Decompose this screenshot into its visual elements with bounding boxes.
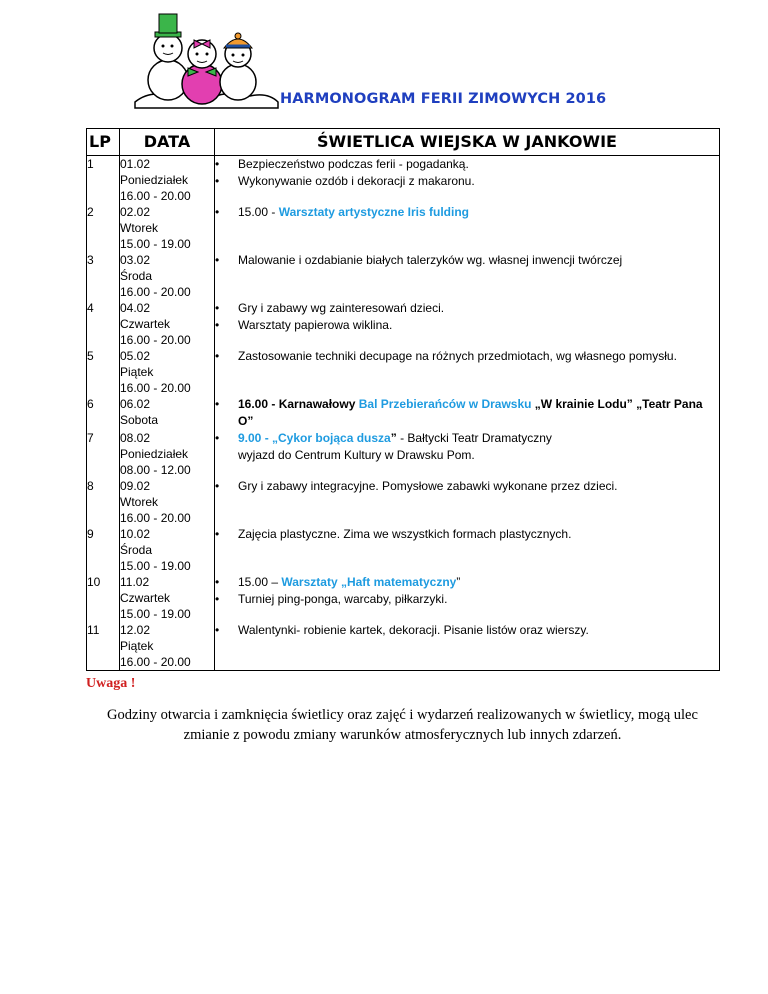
header-place: ŚWIETLICA WIEJSKA W JANKOWIE: [215, 129, 720, 156]
note-text: Godziny otwarcia i zamknięcia świetlicy oraz zajęć i wydarzeń realizowanych w świetlicy, mogą ulec zmianie z powodu zmiany warunków atmosferycznych lub innych zdarzeń.: [107, 707, 698, 743]
activity-item: [215, 526, 719, 543]
row-date: [120, 526, 215, 574]
date-day: 12.02: [120, 623, 151, 637]
activity-item: [215, 591, 719, 608]
row-number: 6: [87, 396, 120, 430]
header-date: DATA: [120, 129, 215, 156]
row-number: 2: [87, 204, 120, 252]
activity-highlight: Warsztaty „Haft matematyczny: [281, 575, 457, 589]
activity-item: [215, 348, 719, 365]
date-weekday: Sobota: [120, 413, 159, 427]
activity-list: [215, 430, 719, 464]
date-hours: 16.00 - 20.00: [120, 285, 191, 299]
date-weekday: Czwartek: [120, 591, 171, 605]
date-weekday: Poniedziałek: [120, 173, 189, 187]
date-day: 01.02: [120, 157, 151, 171]
activity-list: [215, 574, 719, 608]
activity-text: Gry i zabawy wg zainteresowań dzieci.: [238, 301, 445, 315]
row-date: [120, 204, 215, 252]
activity-bold-text: „W krainie Lodu” „Teatr Pana O”: [238, 397, 703, 428]
warning-label: Uwaga !: [86, 676, 136, 691]
date-weekday: Poniedziałek: [120, 447, 189, 461]
table-row: [87, 478, 720, 526]
activity-text: Malowanie i ozdabianie białych talerzyków wg. własnej inwencji twórczej: [238, 253, 623, 267]
row-activities: [215, 622, 720, 671]
date-day: 03.02: [120, 253, 151, 267]
row-activities: [215, 526, 720, 574]
row-date: [120, 478, 215, 526]
table-row: [87, 396, 720, 430]
activity-list: [215, 396, 719, 430]
activity-text: Walentynki- robienie kartek, dekoracji. Pisanie listów oraz wierszy.: [238, 623, 589, 637]
date-day: 08.02: [120, 431, 151, 445]
date-day: 10.02: [120, 527, 151, 541]
activity-suffix: ”: [456, 575, 461, 589]
activity-list: [215, 204, 719, 221]
date-weekday: Wtorek: [120, 221, 159, 235]
table-row: [87, 348, 720, 396]
table-header-row: [87, 129, 720, 156]
activity-list: [215, 156, 719, 190]
row-date: [120, 622, 215, 671]
date-day: 09.02: [120, 479, 151, 493]
row-date: [120, 156, 215, 205]
table-row: [87, 156, 720, 205]
row-number: 10: [87, 574, 120, 622]
page-title: HARMONOGRAM FERII ZIMOWYCH 2016: [280, 91, 607, 107]
row-activities: [215, 430, 720, 478]
activity-item: [215, 574, 719, 591]
row-activities: [215, 204, 720, 252]
row-date: [120, 430, 215, 478]
table-row: [87, 526, 720, 574]
row-activities: [215, 478, 720, 526]
activity-time: 15.00 -: [238, 205, 279, 219]
activity-item: [215, 156, 719, 173]
activity-text: Zajęcia plastyczne. Zima we wszystkich formach plastycznych.: [238, 527, 572, 541]
activity-list: [215, 478, 719, 495]
date-hours: 16.00 - 20.00: [120, 655, 191, 669]
row-number: 5: [87, 348, 120, 396]
row-activities: [215, 574, 720, 622]
activity-list: [215, 526, 719, 543]
activity-list: [215, 348, 719, 365]
table-row: [87, 622, 720, 671]
activity-item: [215, 204, 719, 221]
activity-text: Bezpieczeństwo podczas ferii - pogadanką.: [238, 157, 469, 171]
activity-item: [215, 252, 719, 269]
row-date: [120, 396, 215, 430]
activity-list: [215, 622, 719, 639]
row-date: [120, 348, 215, 396]
date-weekday: Wtorek: [120, 495, 159, 509]
date-day: 05.02: [120, 349, 151, 363]
snowmen-illustration-icon: [130, 10, 280, 110]
activity-highlight: 9.00 - „Cykor bojąca dusza: [238, 431, 391, 445]
activity-text: Gry i zabawy integracyjne. Pomysłowe zabawki wykonane przez dzieci.: [238, 479, 618, 493]
date-hours: 08.00 - 12.00: [120, 463, 191, 477]
activity-second-line: wyjazd do Centrum Kultury w Drawsku Pom.: [238, 448, 475, 462]
activity-item: [215, 300, 719, 317]
activity-quote-mark: ”: [390, 431, 397, 445]
activity-text: Zastosowanie techniki decupage na różnych przedmiotach, wg własnego pomysłu.: [238, 349, 677, 363]
date-day: 02.02: [120, 205, 151, 219]
activity-text: Wykonywanie ozdób i dekoracji z makaronu.: [238, 174, 475, 188]
row-activities: [215, 300, 720, 348]
activity-item: [215, 317, 719, 334]
activity-suffix: - Bałtycki Teatr Dramatyczny: [396, 431, 552, 445]
date-weekday: Piątek: [120, 639, 154, 653]
header-lp: LP: [87, 129, 120, 156]
date-weekday: Środa: [120, 269, 153, 283]
row-activities: [215, 156, 720, 205]
date-hours: 15.00 - 19.00: [120, 237, 191, 251]
activity-item: [215, 430, 719, 464]
activity-list: [215, 252, 719, 269]
date-day: 04.02: [120, 301, 151, 315]
date-hours: 16.00 - 20.00: [120, 381, 191, 395]
row-date: [120, 300, 215, 348]
row-number: 7: [87, 430, 120, 478]
row-number: 4: [87, 300, 120, 348]
date-day: 06.02: [120, 397, 151, 411]
table-row: [87, 574, 720, 622]
row-activities: [215, 252, 720, 300]
schedule-table: [86, 128, 720, 671]
activity-item: [215, 478, 719, 495]
date-hours: 16.00 - 20.00: [120, 511, 191, 525]
row-activities: [215, 396, 720, 430]
row-date: [120, 252, 215, 300]
activity-item: [215, 173, 719, 190]
date-hours: 15.00 - 19.00: [120, 559, 191, 573]
date-day: 11.02: [120, 575, 150, 589]
date-hours: 16.00 - 20.00: [120, 333, 191, 347]
activity-item: [215, 622, 719, 639]
activity-text: Turniej ping-ponga, warcaby, piłkarzyki.: [238, 592, 448, 606]
activity-text: Warsztaty papierowa wiklina.: [238, 318, 393, 332]
date-weekday: Środa: [120, 543, 153, 557]
row-number: 1: [87, 156, 120, 205]
table-row: [87, 204, 720, 252]
activity-bold-text: 16.00 - Karnawałowy: [238, 397, 359, 411]
activity-time: 15.00 –: [238, 575, 282, 589]
activity-highlight: Warsztaty artystyczne Iris fulding: [278, 205, 469, 219]
activity-list: [215, 300, 719, 334]
table-row: [87, 430, 720, 478]
row-number: 9: [87, 526, 120, 574]
row-number: 8: [87, 478, 120, 526]
date-weekday: Piątek: [120, 365, 154, 379]
date-hours: 15.00 - 19.00: [120, 607, 191, 621]
row-activities: [215, 348, 720, 396]
table-row: [87, 252, 720, 300]
date-hours: 16.00 - 20.00: [120, 189, 191, 203]
row-number: 11: [87, 622, 120, 671]
row-date: [120, 574, 215, 622]
activity-item: [215, 396, 719, 430]
table-row: [87, 300, 720, 348]
row-number: 3: [87, 252, 120, 300]
activity-highlight: Bal Przebierańców w Drawsku: [358, 397, 532, 411]
date-weekday: Czwartek: [120, 317, 171, 331]
